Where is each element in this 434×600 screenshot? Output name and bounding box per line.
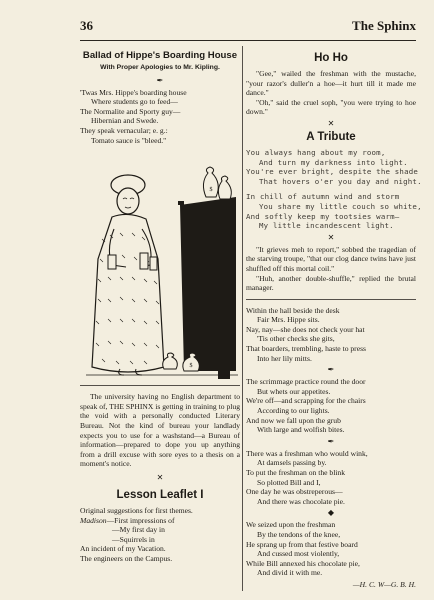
verse-line: But whets our appetites.	[257, 386, 331, 396]
verse-line: Within the hall beside the desk	[246, 305, 340, 315]
verse-line: That boarders, trembling, haste to press	[246, 344, 366, 354]
left-column	[80, 46, 240, 563]
madison-text: —First impressions of	[106, 515, 175, 525]
verse-line: At damsels passing by.	[257, 458, 327, 468]
svg-text:$: $	[209, 187, 213, 194]
verse-line: You always hang about my room,	[246, 147, 386, 157]
verse-line: The scrimmage practice round the door	[246, 377, 366, 387]
verse-line: Into her lily mitts.	[257, 353, 312, 363]
verse-line: In chill of autumn wind and storm	[246, 192, 400, 202]
verse-line: Fair Mrs. Hippe sits.	[257, 315, 320, 325]
page-number: 36	[80, 18, 93, 33]
verse-line: And there was chocolate pie.	[257, 496, 345, 506]
lesson-intro: Original suggestions for first themes.	[80, 505, 193, 515]
ballad-subtitle: With Proper Apologies to Mr. Kipling.	[100, 64, 220, 71]
verse-line: According to our lights.	[257, 406, 330, 416]
ballad-verse	[80, 88, 240, 146]
verse-line: With large and wolfish bites.	[257, 425, 345, 435]
verse-line: He sprang up from that festive board	[246, 539, 358, 549]
quill-ornament-icon: ✒	[327, 365, 335, 375]
madison-label: Madison	[80, 515, 107, 525]
signature: —H. C. W—G. B. H.	[352, 579, 416, 589]
poem-wink	[246, 449, 416, 507]
verse-line: We're off—and scrapping for the chairs	[246, 396, 366, 406]
verse-line: And divid it with me.	[257, 568, 323, 578]
verse-line: To put the freshman on the blink	[246, 468, 346, 477]
cross-ornament-icon: ✕	[156, 472, 164, 482]
lesson-item: —Squirrels in	[112, 534, 155, 544]
verse-line: They speak vernacular; e. g.:	[80, 125, 168, 135]
verse-line: My little incandescent light.	[259, 221, 394, 231]
verse-line: And cussed most violently,	[257, 549, 340, 559]
cross-ornament-icon: ✕	[327, 118, 335, 128]
verse-line: You're ever bright, despite the shade	[246, 167, 419, 177]
tribute-poem	[246, 147, 422, 231]
verse-line: And softly keep my tootsies warm—	[246, 211, 400, 221]
tribute-title: A Tribute	[306, 130, 356, 143]
magazine-title: The Sphinx	[352, 18, 416, 33]
verse-line: While Bill annexed his chocolate pie,	[246, 558, 360, 568]
svg-text:$: $	[189, 363, 193, 370]
lesson-madison-line	[80, 516, 240, 526]
hoho-paragraph: "Gee," wailed the freshman with the mustache, "your razor's duller'n a hoe—it hurt till it made me dance."	[246, 69, 416, 98]
verse-line: Nay, nay—she does not check your hat	[246, 324, 365, 334]
quill-ornament-icon: ✒	[156, 75, 164, 85]
page-header	[80, 18, 422, 40]
boarding-house-illustration	[80, 149, 240, 386]
lesson-line: An incident of my Vacation.	[80, 544, 166, 554]
section-rule	[246, 299, 416, 300]
verse-line: So plotted Bill and I,	[257, 477, 321, 487]
verse-line: By the tendons of the knee,	[257, 529, 341, 539]
cross-ornament-icon: ✕	[327, 232, 335, 242]
poem-desk	[246, 306, 416, 364]
ballad-title: Ballad of Hippe's Boarding House	[82, 50, 238, 61]
hoho-paragraph: "Oh," said the cruel soph, "you were trying to hoe down."	[246, 97, 416, 117]
poem-scrimmage	[246, 377, 416, 435]
column-divider	[242, 46, 243, 591]
verse-line: And now we fall upon the grub	[246, 415, 341, 425]
verse-line: That hovers o'er you day and night.	[259, 176, 422, 186]
grieves-paragraph: "Huh, another double-shuffle," replied the brutal manager.	[246, 273, 416, 293]
lesson-item: —My first day in	[112, 525, 165, 535]
verse-line: We seized upon the freshman	[246, 520, 336, 530]
verse-line: Tomato sauce is "bleed."	[91, 135, 167, 145]
diamond-ornament-icon: ◆	[327, 508, 335, 518]
literary-bureau-paragraph: The university having no English department to speak of, THE SPHINX is getting in training to plug the void with a personally conducted Literary Bureau. Not the kind of bureau your landlady expects you to use for a washstand—a Bureau of information—prepared to dope you up anything from a drill excuse with sore eyes to a thesis on a moment's notice.	[80, 392, 240, 469]
lesson-title: Lesson Leaflet I	[116, 488, 204, 501]
hoho-title: Ho Ho	[314, 52, 348, 64]
poem-seized	[246, 520, 416, 578]
verse-line: The Normalite and Sporty guy—	[80, 106, 181, 116]
quill-ornament-icon: ✒	[327, 436, 335, 446]
lesson-line: The engineers on the Campus.	[80, 553, 173, 563]
right-column	[246, 46, 422, 590]
grieves-paragraph: "It grieves meh to report," sobbed the tragedian of the starving troupe, "that our clog dance twins have just shuffled off this mortal coil."	[246, 244, 416, 273]
verse-line: Where students go to feed—	[91, 97, 178, 107]
landlady-at-desk-icon	[80, 149, 240, 385]
verse-line: And turn my darkness into light.	[259, 157, 408, 167]
verse-line: 'Tis other checks she gits,	[257, 334, 335, 344]
verse-line: You share my little couch so white,	[259, 201, 422, 211]
verse-line: There was a freshman who would wink,	[246, 448, 368, 458]
verse-line: One day he was obstreperous—	[246, 487, 343, 497]
header-rule	[80, 40, 416, 41]
verse-line: 'Twas Mrs. Hippe's boarding house	[80, 87, 187, 97]
verse-line: Hibernian and Swede.	[91, 116, 159, 126]
